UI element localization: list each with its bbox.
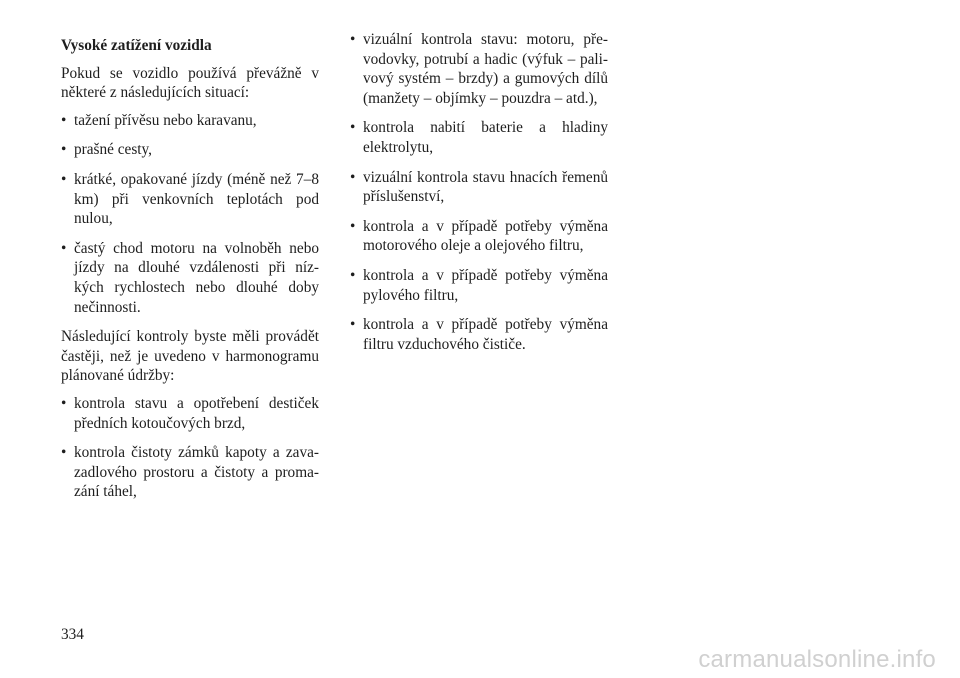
bullet-icon: •: [350, 168, 356, 186]
bullet-icon: •: [350, 31, 356, 48]
checks-intro-paragraph: Následující kontroly byste měli provádět častěji, než je uvedeno v harmonogramu plánované údržby:: [61, 328, 319, 385]
bullet-icon: •: [61, 239, 67, 257]
watermark: carmanualsonline.info: [698, 646, 936, 673]
checks-list-right: [350, 30, 608, 354]
bullet-icon: •: [61, 444, 67, 462]
list-item: • vizuální kontrola stavu hnacích řemenů příslušenství,: [350, 168, 608, 206]
right-column: [350, 30, 608, 364]
list-item: • častý chod motoru na volnoběh nebo jízdy na dlouhé vzdálenosti při níz-kých rychlostech nebo dlouhé doby nečinnosti.: [61, 239, 319, 316]
bullet-icon: •: [61, 141, 67, 159]
list-item: • kontrola čistoty zámků kapoty a zava-zadlového prostoru a čistoty a proma-zání táhel,: [61, 444, 319, 501]
bullet-icon: •: [61, 170, 67, 188]
checks-list-left: [61, 394, 319, 502]
list-item: • kontrola a v případě potřeby výměna pylového filtru,: [350, 266, 608, 304]
page-number: 334: [61, 626, 84, 643]
bullet-icon: •: [61, 111, 67, 129]
list-item: • vizuální kontrola stavu: motoru, pře-vodovky, potrubí a hadic (výfuk – pali-vový systém – brzdy) a gumových dílů (manžety – objímky – pouzdra – atd.),: [350, 31, 608, 107]
list-item: • tažení přívěsu nebo karavanu,: [61, 111, 257, 129]
list-item: • prašné cesty,: [61, 141, 153, 159]
left-column: [61, 30, 319, 512]
bullet-icon: •: [350, 266, 356, 284]
section-title: Vysoké zatížení vozidla: [61, 37, 212, 54]
situations-list: [61, 111, 319, 317]
list-item: • krátké, opakované jízdy (méně než 7–8 km) při venkovních teplotách pod nulou,: [61, 170, 319, 228]
list-item: • kontrola a v případě potřeby výměna motorového oleje a olejového filtru,: [350, 217, 608, 255]
list-item: • kontrola stavu a opotřebení destiček předních kotoučových brzd,: [61, 394, 319, 432]
bullet-icon: •: [61, 394, 67, 412]
bullet-icon: •: [350, 119, 356, 137]
list-item: • kontrola a v případě potřeby výměna filtru vzduchového čističe.: [350, 316, 608, 353]
bullet-icon: •: [350, 217, 356, 235]
list-item: • kontrola nabití baterie a hladiny elektrolytu,: [350, 119, 608, 156]
intro-paragraph: Pokud se vozidlo používá převážně v některé z následujících situací:: [61, 64, 319, 102]
bullet-icon: •: [350, 316, 356, 334]
